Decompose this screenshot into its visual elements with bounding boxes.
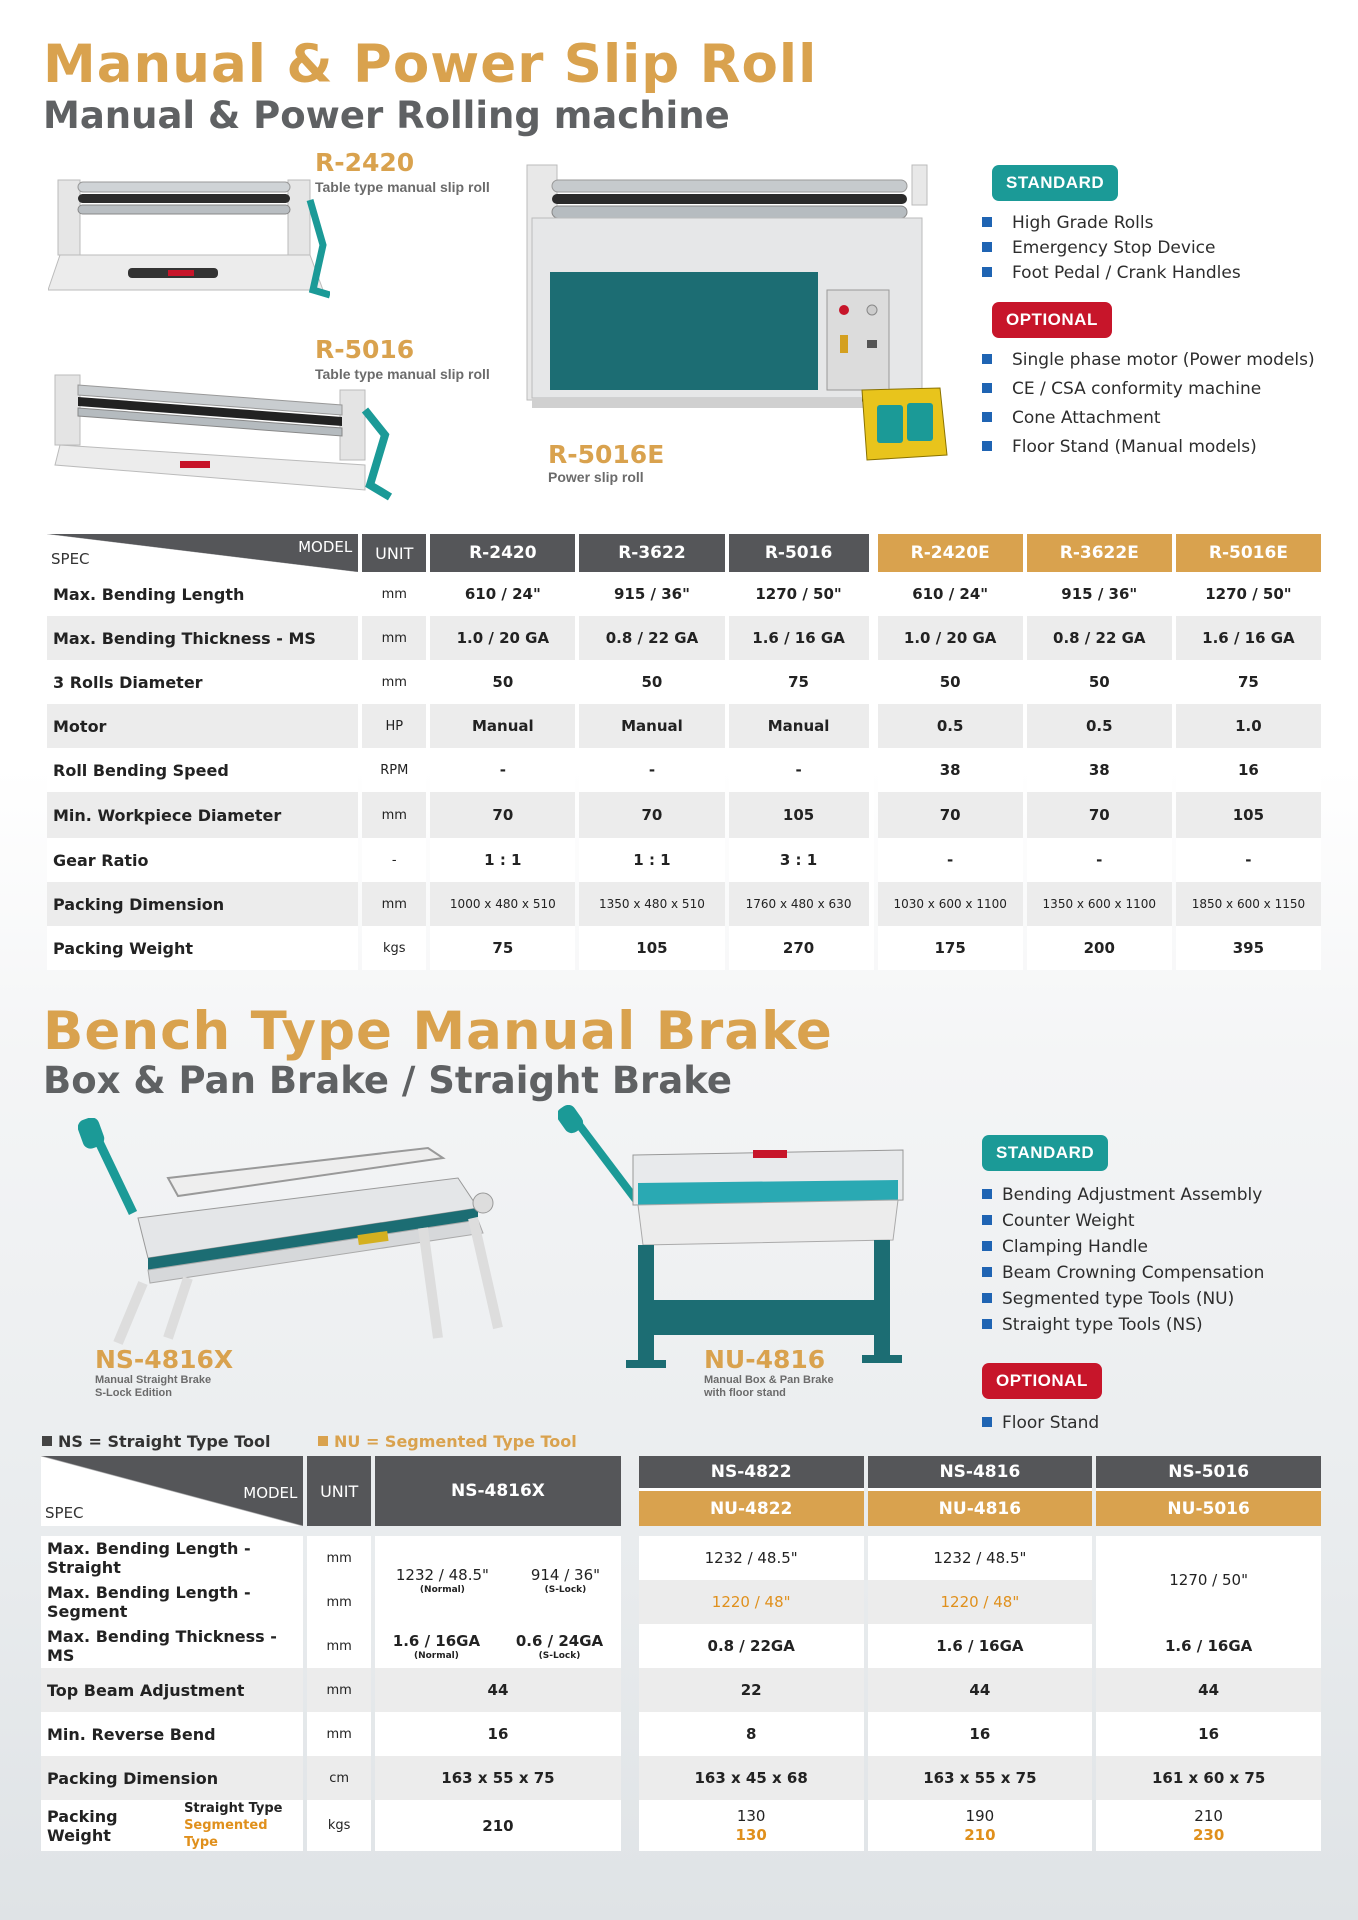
section2-standard-item: Segmented type Tools (NU) <box>982 1289 1264 1309</box>
value-cell: 1.6 / 16 GA <box>1176 616 1321 660</box>
value-cell: 105 <box>579 926 724 970</box>
table-row <box>41 1668 1321 1712</box>
section2-subtitle: Box & Pan Brake / Straight Brake <box>43 1059 732 1102</box>
spec-label: Max. Bending Length - Straight <box>41 1536 303 1580</box>
spec-label: Packing Weight <box>47 926 358 970</box>
value-cell: 50 <box>430 660 575 704</box>
model-col-header: R-2420E <box>878 534 1023 572</box>
section1-subtitle: Manual & Power Rolling machine <box>43 94 730 137</box>
ns4816x-col-header: NS-4816X <box>375 1456 621 1526</box>
section1-optional-badge: OPTIONAL <box>992 302 1112 338</box>
model-col-header: R-2420 <box>430 534 575 572</box>
unit-cell: - <box>362 838 426 882</box>
spec-label: Gear Ratio <box>47 838 358 882</box>
section2-optional-item: Floor Stand <box>982 1413 1264 1433</box>
value-cell: 70 <box>430 792 575 838</box>
model-col-header: R-3622 <box>579 534 724 572</box>
legend-ns: NS = Straight Type Tool <box>42 1432 270 1451</box>
nu4816-model-desc1: Manual Box & Pan Brake <box>704 1374 834 1386</box>
ns-col-header: NS-4816 <box>868 1456 1093 1491</box>
r5016e-machine-image <box>522 160 952 470</box>
section2-standard-item: Counter Weight <box>982 1211 1264 1231</box>
spec-label: Min. Workpiece Diameter <box>47 792 358 838</box>
value-cell: 1350 x 600 x 1100 <box>1027 882 1172 926</box>
ns4816x-caption <box>95 1347 233 1400</box>
value-cell: 38 <box>878 748 1023 792</box>
section1-standard-list <box>982 213 1315 283</box>
section1-standard-badge: STANDARD <box>992 165 1118 201</box>
value-cell: 75 <box>430 926 575 970</box>
value-cell: 70 <box>579 792 724 838</box>
value-cell: 0.8 / 22 GA <box>579 616 724 660</box>
spec-label: Max. Bending Length - Segment <box>41 1580 303 1624</box>
value-cell: - <box>878 838 1023 882</box>
r5016-machine-image <box>50 365 395 505</box>
value-cell: - <box>1176 838 1321 882</box>
value-cell: 1232 / 48.5" <box>868 1536 1093 1580</box>
table-row <box>47 704 1321 748</box>
model-col-header: R-5016E <box>1176 534 1321 572</box>
legend-nu: NU = Segmented Type Tool <box>318 1432 577 1451</box>
spec-label: Packing Weight Straight Type Segmented Type <box>41 1800 303 1851</box>
spec-header-label: SPEC <box>45 1504 84 1522</box>
unit-cell: mm <box>362 616 426 660</box>
section2-title: Bench Type Manual Brake <box>43 1001 833 1062</box>
value-cell: 1270 / 50" <box>1176 572 1321 616</box>
r5016-model-name: R-5016 <box>315 335 415 364</box>
ns4816x-weight-cell: 210 <box>375 1800 621 1851</box>
value-cell: 1.0 <box>1176 704 1321 748</box>
section1-standard-item: High Grade Rolls <box>982 213 1315 233</box>
brake-spec-table <box>37 1456 1325 1851</box>
value-cell: - <box>579 748 724 792</box>
weight-cell: 210 230 <box>1096 1800 1321 1851</box>
value-cell: 70 <box>878 792 1023 838</box>
unit-cell: kgs <box>307 1800 371 1851</box>
spec-label: Min. Reverse Bend <box>41 1712 303 1756</box>
nu4816-model-name: NU-4816 <box>704 1345 826 1374</box>
value-cell: 16 <box>1096 1712 1321 1756</box>
value-cell: 1.6 / 16GA <box>1096 1624 1321 1668</box>
value-cell: 1.6 / 16 GA <box>729 616 874 660</box>
ns4816x-machine-image <box>78 1118 518 1368</box>
value-cell: 44 <box>1096 1668 1321 1712</box>
table-row <box>47 572 1321 616</box>
value-cell: 0.5 <box>1027 704 1172 748</box>
section2-standard-item: Bending Adjustment Assembly <box>982 1185 1264 1205</box>
spec-label: Packing Dimension <box>47 882 358 926</box>
section1-optional-item: CE / CSA conformity machine <box>982 379 1315 399</box>
spec-label: 3 Rolls Diameter <box>47 660 358 704</box>
value-cell: 1 : 1 <box>579 838 724 882</box>
section2-standard-list <box>982 1185 1264 1335</box>
value-cell: 1.6 / 16GA <box>868 1624 1093 1668</box>
unit-cell: mm <box>362 882 426 926</box>
model-col-header: R-5016 <box>729 534 874 572</box>
value-cell: 1270 / 50" <box>729 572 874 616</box>
unit-header: UNIT <box>362 534 426 572</box>
table-row <box>41 1712 1321 1756</box>
table-row <box>47 748 1321 792</box>
section2-standard-item: Straight type Tools (NS) <box>982 1315 1264 1335</box>
value-cell: 1 : 1 <box>430 838 575 882</box>
unit-header: UNIT <box>307 1456 371 1526</box>
table-row <box>47 926 1321 970</box>
value-cell: 1220 / 48" <box>639 1580 864 1624</box>
value-cell: 0.8 / 22GA <box>639 1624 864 1668</box>
value-cell: 8 <box>639 1712 864 1756</box>
value-cell: 1000 x 480 x 510 <box>430 882 575 926</box>
section1-optional-item: Cone Attachment <box>982 408 1315 428</box>
value-cell: 1760 x 480 x 630 <box>729 882 874 926</box>
ns-col-header: NS-5016 <box>1096 1456 1321 1491</box>
section1-optional-list <box>982 350 1315 457</box>
ns4816x-model-desc1: Manual Straight Brake <box>95 1374 212 1386</box>
section1-features <box>992 165 1315 457</box>
value-cell: 50 <box>878 660 1023 704</box>
ns4816x-length-cell: 1232 / 48.5" (Normal) 914 / 36" (S-Lock) <box>375 1536 621 1624</box>
unit-cell: mm <box>307 1536 371 1580</box>
value-cell: 1232 / 48.5" <box>639 1536 864 1580</box>
value-cell: 50 <box>579 660 724 704</box>
value-cell: 610 / 24" <box>430 572 575 616</box>
unit-cell: mm <box>362 660 426 704</box>
value-cell: 0.8 / 22 GA <box>1027 616 1172 660</box>
r5016e-model-desc: Power slip roll <box>548 469 644 485</box>
nu4816-caption <box>704 1347 834 1400</box>
value-cell: 1.0 / 20 GA <box>430 616 575 660</box>
nu4816-model-desc2: with floor stand <box>704 1387 786 1399</box>
value-cell: 163 x 45 x 68 <box>639 1756 864 1800</box>
value-cell: 175 <box>878 926 1023 970</box>
spec-label: Packing Dimension <box>41 1756 303 1800</box>
r5016e-caption <box>548 442 664 485</box>
unit-cell: mm <box>307 1580 371 1624</box>
slip-roll-spec-table <box>43 534 1325 970</box>
value-cell: 3 : 1 <box>729 838 874 882</box>
section1-standard-item: Emergency Stop Device <box>982 238 1315 258</box>
unit-cell: mm <box>307 1624 371 1668</box>
unit-cell: mm <box>362 572 426 616</box>
value-cell: 163 x 55 x 75 <box>375 1756 621 1800</box>
value-cell: 163 x 55 x 75 <box>868 1756 1093 1800</box>
section2-optional-list <box>982 1413 1264 1433</box>
value-cell: 44 <box>375 1668 621 1712</box>
value-cell: 1220 / 48" <box>868 1580 1093 1624</box>
value-cell: Manual <box>579 704 724 748</box>
spec-label: Motor <box>47 704 358 748</box>
value-cell: - <box>729 748 874 792</box>
table-row <box>47 660 1321 704</box>
value-cell: 75 <box>1176 660 1321 704</box>
weight-cell: 130 130 <box>639 1800 864 1851</box>
value-cell: 105 <box>1176 792 1321 838</box>
value-cell: 50 <box>1027 660 1172 704</box>
unit-cell: kgs <box>362 926 426 970</box>
unit-cell: mm <box>307 1668 371 1712</box>
nu-col-header: NU-5016 <box>1096 1491 1321 1526</box>
value-cell: 16 <box>1176 748 1321 792</box>
unit-cell: cm <box>307 1756 371 1800</box>
section1-optional-item: Single phase motor (Power models) <box>982 350 1315 370</box>
table-row <box>47 838 1321 882</box>
section1-optional-item: Floor Stand (Manual models) <box>982 437 1315 457</box>
section1-title: Manual & Power Slip Roll <box>43 34 818 95</box>
table-row <box>47 616 1321 660</box>
value-cell: - <box>1027 838 1172 882</box>
table-row <box>47 882 1321 926</box>
value-cell: Manual <box>729 704 874 748</box>
table-row <box>41 1756 1321 1800</box>
ns4816x-model-desc2: S-Lock Edition <box>95 1387 172 1399</box>
value-cell: 1.0 / 20 GA <box>878 616 1023 660</box>
weight-cell: 190 210 <box>868 1800 1093 1851</box>
value-cell: 44 <box>868 1668 1093 1712</box>
model-col-header: R-3622E <box>1027 534 1172 572</box>
section2-features <box>982 1135 1264 1433</box>
section2-standard-item: Beam Crowning Compensation <box>982 1263 1264 1283</box>
nu4816-machine-image <box>558 1105 923 1375</box>
value-cell: 161 x 60 x 75 <box>1096 1756 1321 1800</box>
model-header-label: MODEL <box>298 538 353 556</box>
value-cell: Manual <box>430 704 575 748</box>
value-cell: 70 <box>1027 792 1172 838</box>
value-cell: 200 <box>1027 926 1172 970</box>
value-cell: 1850 x 600 x 1150 <box>1176 882 1321 926</box>
r2420-caption <box>315 150 490 195</box>
r5016-caption <box>315 337 490 382</box>
unit-cell: RPM <box>362 748 426 792</box>
spec-label: Roll Bending Speed <box>47 748 358 792</box>
value-cell: 16 <box>868 1712 1093 1756</box>
r2420-machine-image <box>48 160 330 310</box>
value-cell: 915 / 36" <box>579 572 724 616</box>
unit-cell: HP <box>362 704 426 748</box>
spec-label: Max. Bending Thickness - MS <box>47 616 358 660</box>
ns4816x-thickness-cell: 1.6 / 16GA (Normal) 0.6 / 24GA (S-Lock) <box>375 1624 621 1668</box>
value-cell: 0.5 <box>878 704 1023 748</box>
value-cell: 38 <box>1027 748 1172 792</box>
value-cell: 1270 / 50" <box>1096 1536 1321 1624</box>
value-cell: 105 <box>729 792 874 838</box>
spec-label: Max. Bending Length <box>47 572 358 616</box>
value-cell: 270 <box>729 926 874 970</box>
value-cell: 1030 x 600 x 1100 <box>878 882 1023 926</box>
value-cell: 16 <box>375 1712 621 1756</box>
section2-standard-badge: STANDARD <box>982 1135 1108 1171</box>
ns-col-header: NS-4822 <box>639 1456 864 1491</box>
section2-standard-item: Clamping Handle <box>982 1237 1264 1257</box>
value-cell: 915 / 36" <box>1027 572 1172 616</box>
r2420-model-desc: Table type manual slip roll <box>315 179 490 195</box>
nu-col-header: NU-4816 <box>868 1491 1093 1526</box>
value-cell: 75 <box>729 660 874 704</box>
value-cell: 395 <box>1176 926 1321 970</box>
ns4816x-model-name: NS-4816X <box>95 1345 234 1374</box>
value-cell: - <box>430 748 575 792</box>
nu-col-header: NU-4822 <box>639 1491 864 1526</box>
value-cell: 1350 x 480 x 510 <box>579 882 724 926</box>
value-cell: 610 / 24" <box>878 572 1023 616</box>
unit-cell: mm <box>307 1712 371 1756</box>
r2420-model-name: R-2420 <box>315 148 415 177</box>
spec-header-label: SPEC <box>51 550 90 568</box>
spec-label: Max. Bending Thickness - MS <box>41 1624 303 1668</box>
spec-label: Top Beam Adjustment <box>41 1668 303 1712</box>
r5016-model-desc: Table type manual slip roll <box>315 366 490 382</box>
section1-standard-item: Foot Pedal / Crank Handles <box>982 263 1315 283</box>
unit-cell: mm <box>362 792 426 838</box>
table-row <box>47 792 1321 838</box>
section2-optional-badge: OPTIONAL <box>982 1363 1102 1399</box>
value-cell: 22 <box>639 1668 864 1712</box>
r5016e-model-name: R-5016E <box>548 440 665 469</box>
model-header-label: MODEL <box>243 1484 298 1502</box>
